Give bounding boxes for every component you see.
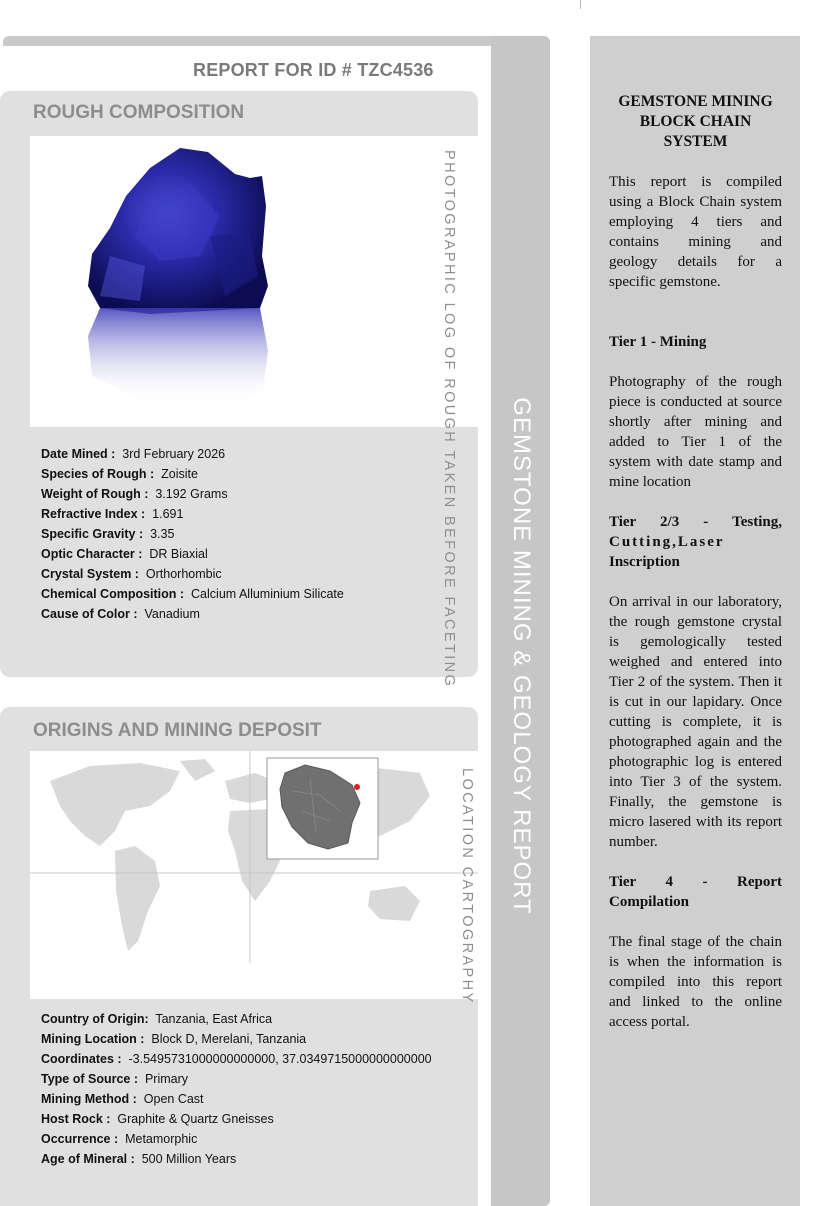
top-divider (580, 0, 581, 9)
detail-value: 500 Million Years (141, 1152, 237, 1166)
tier1-title: Tier 1 - Mining (609, 334, 707, 350)
detail-value: Tanzania, East Africa (155, 1012, 273, 1026)
rough-composition-title: ROUGH COMPOSITION (33, 102, 245, 123)
rough-details-list (41, 444, 344, 624)
detail-row (41, 464, 344, 484)
world-map-image (30, 751, 478, 999)
detail-label: Specific Gravity : (41, 527, 144, 541)
detail-label: Mining Method : (41, 1092, 137, 1106)
detail-value: Orthorhombic (145, 567, 222, 581)
tier1-text: Photography of the rough piece is conducted at source shortly after mining and added to Tier 1 of the system with date stamp and mine location (609, 374, 782, 490)
tier23-text: On arrival in our laboratory, the rough gemstone crystal is gemologically tested weighed and entered into Tier 2 of the system. Then it is cut in our lapidary. Once cutting is complete, it is photographed again and the photographic log is entered into Tier 3 of the system. Finally, the gemstone is micro lasered with its report number. (609, 594, 782, 850)
sidebar-intro: This report is compiled using a Block Chain system employing 4 tiers and contains mining and geology details for a specific gemstone. (609, 174, 782, 290)
detail-label: Species of Rough : (41, 467, 155, 481)
detail-row (41, 524, 344, 544)
photo-log-label: PHOTOGRAPHIC LOG OF ROUGH TAKEN BEFORE FACETING (441, 150, 457, 689)
detail-label: Coordinates : (41, 1052, 122, 1066)
detail-label: Refractive Index : (41, 507, 146, 521)
origins-details-list (41, 1009, 432, 1169)
detail-label: Occurrence : (41, 1132, 119, 1146)
detail-row (41, 1149, 432, 1169)
detail-row (41, 1089, 432, 1109)
detail-label: Country of Origin: (41, 1012, 149, 1026)
detail-row (41, 604, 344, 624)
detail-row (41, 444, 344, 464)
detail-value: 3.35 (150, 527, 175, 541)
detail-value: Graphite & Quartz Gneisses (117, 1112, 274, 1126)
detail-label: Type of Source : (41, 1072, 139, 1086)
detail-value: Open Cast (143, 1092, 204, 1106)
detail-value: 3.192 Grams (155, 487, 228, 501)
detail-label: Host Rock : (41, 1112, 111, 1126)
report-top-bar (3, 36, 549, 46)
detail-label: Date Mined : (41, 447, 116, 461)
detail-label: Crystal System : (41, 567, 139, 581)
tier23-title-line2: Cutting,Laser (609, 534, 725, 550)
detail-value: DR Biaxial (149, 547, 208, 561)
sidebar-heading: GEMSTONE MINING BLOCK CHAIN SYSTEM (618, 93, 773, 150)
detail-row (41, 1109, 432, 1129)
tier4-title: Tier 4 - Report Compilation (609, 874, 782, 910)
detail-row (41, 1049, 432, 1069)
tier23-title-line3: Inscription (609, 554, 680, 570)
tier4-text: The final stage of the chain is when the information is compiled into this report and linked to the online access portal. (609, 934, 782, 1030)
detail-row (41, 484, 344, 504)
report-id: REPORT FOR ID # TZC4536 (193, 60, 434, 80)
detail-row (41, 1009, 432, 1029)
detail-label: Chemical Composition : (41, 587, 185, 601)
detail-label: Age of Mineral : (41, 1152, 135, 1166)
tier23-title-block (609, 512, 782, 572)
detail-value: 1.691 (152, 507, 184, 521)
blockchain-sidebar-text (609, 92, 782, 1052)
detail-row (41, 1029, 432, 1049)
tier23-title: Tier 2/3 - Testing, (609, 514, 782, 530)
detail-value: 3rd February 2026 (122, 447, 226, 461)
detail-value: Zoisite (161, 467, 198, 481)
rough-photo (30, 136, 322, 427)
detail-label: Mining Location : (41, 1032, 145, 1046)
detail-label: Weight of Rough : (41, 487, 149, 501)
detail-value: Vanadium (144, 607, 200, 621)
detail-row (41, 1129, 432, 1149)
detail-row (41, 1069, 432, 1089)
location-map (30, 751, 478, 999)
cartography-label: LOCATION CARTOGRAPHY (459, 768, 475, 1005)
gemstone-rough-image (30, 136, 322, 427)
vertical-title (491, 36, 550, 1206)
detail-value: -3.5495731000000000000, 37.0349715000000000000 (128, 1052, 432, 1066)
detail-value: Primary (144, 1072, 189, 1086)
detail-label: Cause of Color : (41, 607, 138, 621)
origins-title: ORIGINS AND MINING DEPOSIT (33, 720, 322, 741)
detail-value: Metamorphic (125, 1132, 198, 1146)
detail-row (41, 544, 344, 564)
vertical-title-text: GEMSTONE MINING & GEOLOGY REPORT (507, 397, 535, 915)
detail-value: Calcium Alluminium Silicate (191, 587, 344, 601)
detail-row (41, 504, 344, 524)
detail-row (41, 564, 344, 584)
detail-row (41, 584, 344, 604)
detail-label: Optic Character : (41, 547, 143, 561)
detail-value: Block D, Merelani, Tanzania (151, 1032, 307, 1046)
